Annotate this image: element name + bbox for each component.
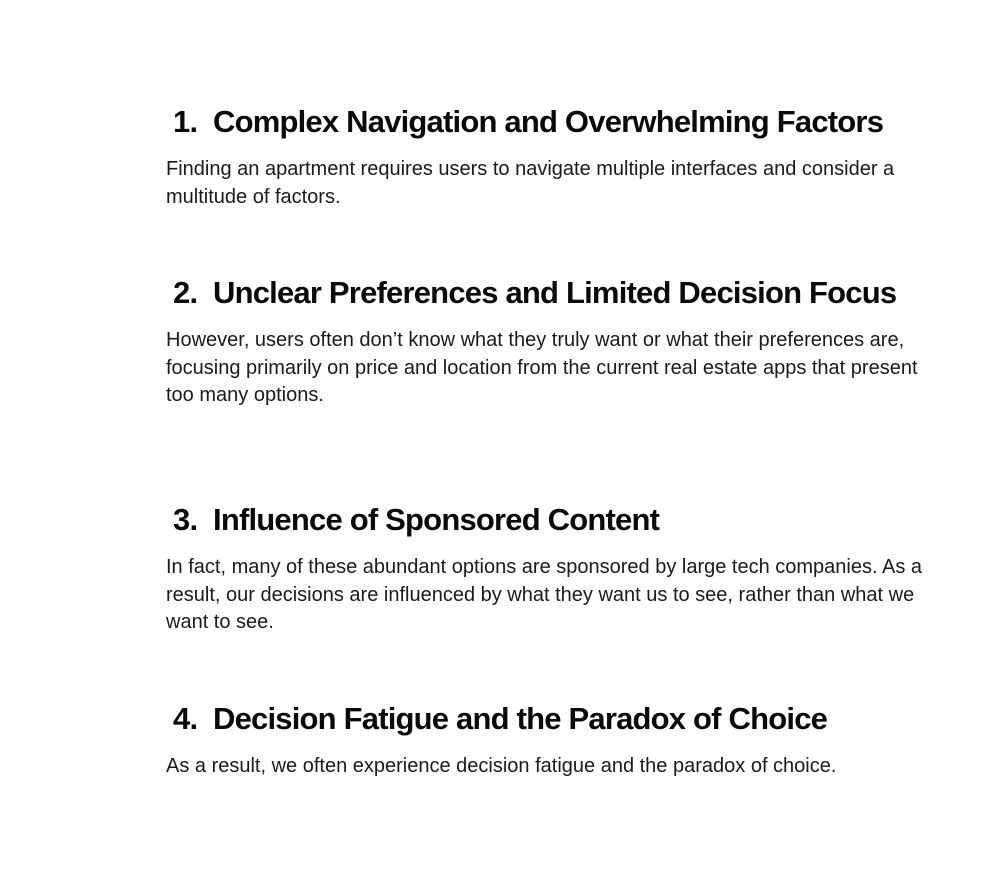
section-body: However, users often don’t know what they truly want or what their preferences are, focusing primarily on price and location from the current real estate apps that present too many options. [166,329,918,406]
section-number: 1. [173,104,198,139]
section-title: Influence of Sponsored Content [213,502,660,537]
section-number: 4. [173,701,198,736]
section-heading [173,104,956,140]
section-body: In fact, many of these abundant options are sponsored by large tech companies. As a result, our decisions are influenced by what they want us to see, rather than what we want to see. [166,556,923,633]
section-title: Decision Fatigue and the Paradox of Choice [213,701,828,736]
section-number: 2. [173,275,198,310]
section-body: As a result, we often experience decision fatigue and the paradox of choice. [166,755,837,777]
section-title: Complex Navigation and Overwhelming Factors [213,104,884,139]
section-decision-fatigue [166,701,956,781]
section-unclear-preferences [166,275,956,410]
section-number: 3. [173,502,198,537]
section-body: Finding an apartment requires users to navigate multiple interfaces and consider a multitude of factors. [166,158,895,208]
section-heading [173,275,956,311]
section-title: Unclear Preferences and Limited Decision Focus [213,275,897,310]
section-heading [173,502,956,538]
section-complex-navigation [166,104,956,211]
section-sponsored-content [166,502,956,637]
section-heading [173,701,956,737]
